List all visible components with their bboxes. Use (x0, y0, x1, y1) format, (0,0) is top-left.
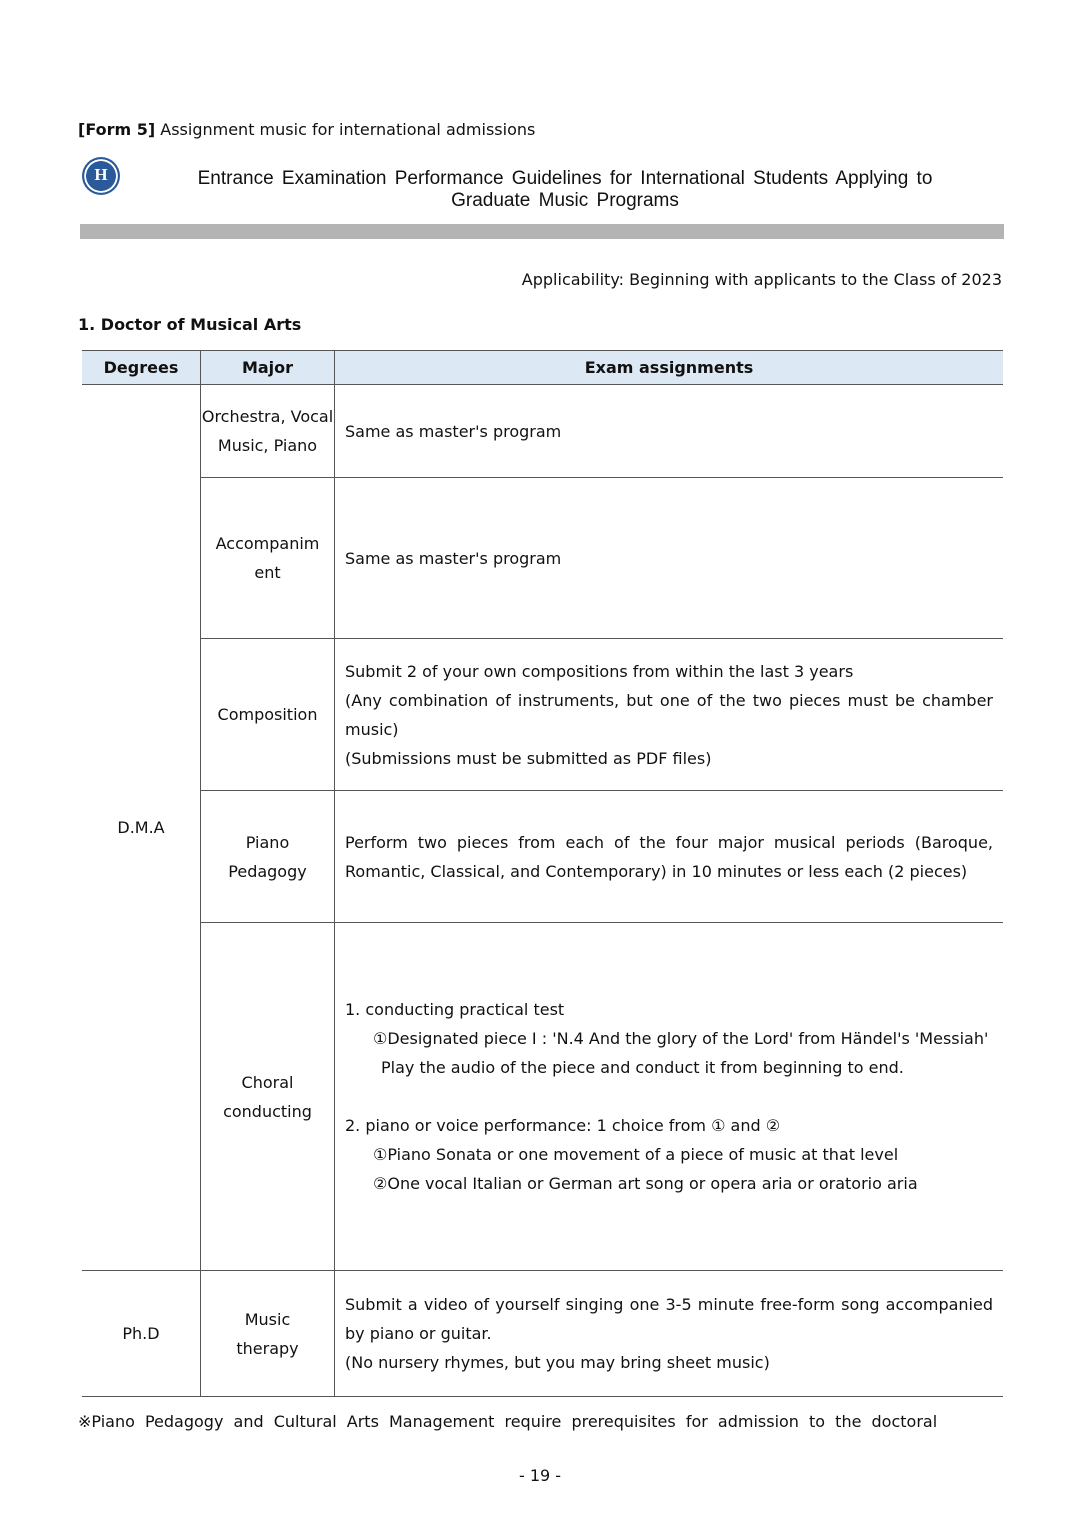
form-label (78, 120, 535, 139)
title-divider (80, 224, 1004, 239)
exam-table (82, 350, 1003, 1397)
major-cell: Choral conducting (201, 923, 335, 1271)
exam-cell: Perform two pieces from each of the four major musical periods (Baroque, Romantic, Classical, and Contemporary) in 10 minutes or less each (2 pieces) (335, 791, 1004, 923)
table-row (82, 923, 1003, 1271)
title-line-1: Entrance Examination Performance Guidelines for International Students Applying to (197, 168, 933, 189)
header-degrees: Degrees (82, 351, 201, 385)
exam-cell: Same as master's program (335, 385, 1004, 478)
major-cell: Accompanim ent (201, 478, 335, 639)
exam-cell: Submit 2 of your own compositions from within the last 3 years (Any combination of instruments, but one of the two pieces must be chamber music) (Submissions must be submitted as PDF files) (335, 639, 1004, 791)
major-cell: Orchestra, Vocal Music, Piano (201, 385, 335, 478)
table-header-row (82, 351, 1003, 385)
table-row (82, 1271, 1003, 1397)
degree-cell: Ph.D (82, 1271, 201, 1397)
header-exam: Exam assignments (335, 351, 1004, 385)
university-seal-icon: H (82, 157, 120, 195)
major-cell: Piano Pedagogy (201, 791, 335, 923)
table-row (82, 478, 1003, 639)
header-major: Major (201, 351, 335, 385)
major-cell: Music therapy (201, 1271, 335, 1397)
footnote: ※Piano Pedagogy and Cultural Arts Management require prerequisites for admission to the doctoral (78, 1412, 938, 1431)
degree-cell: D.M.A (82, 385, 201, 1271)
document-title (130, 168, 1000, 212)
form-title: Assignment music for international admissions (160, 120, 536, 139)
exam-cell: Submit a video of yourself singing one 3-5 minute free-form song accompanied by piano or guitar. (No nursery rhymes, but you may bring sheet music) (335, 1271, 1004, 1397)
table-row (82, 791, 1003, 923)
title-line-2: Graduate Music Programs (451, 190, 679, 211)
exam-cell: Same as master's program (335, 478, 1004, 639)
exam-cell: 1. conducting practical test ①Designated piece I : 'N.4 And the glory of the Lord' from Händel's 'Messiah' Play the audio of the piece and conduct it from beginning to end. 2. piano or voice performance: 1 choice from ① and ② ①Piano Sonata or one movement of a piece of music at that level ②One vocal Italian or German art song or opera aria or oratorio aria (335, 923, 1004, 1271)
table-row (82, 385, 1003, 478)
major-cell: Composition (201, 639, 335, 791)
applicability-note: Applicability: Beginning with applicants to the Class of 2023 (521, 270, 1002, 289)
table-row (82, 639, 1003, 791)
section-title: 1. Doctor of Musical Arts (78, 315, 302, 334)
page-number: - 19 - (518, 1466, 562, 1485)
form-tag: [Form 5] (78, 120, 156, 139)
